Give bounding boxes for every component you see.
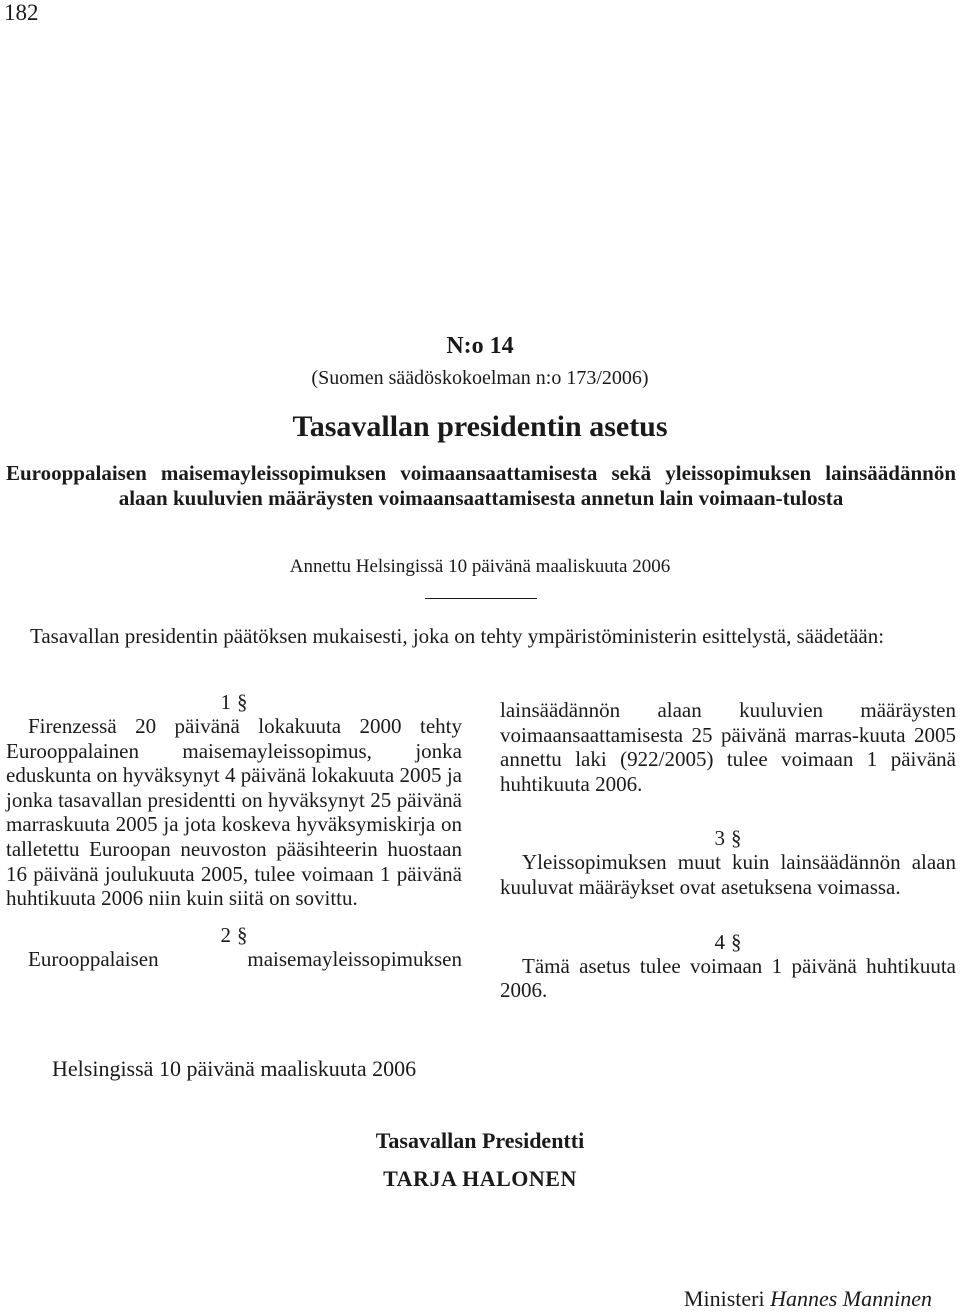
- statute-number: N:o 14: [446, 333, 514, 359]
- section-heading-1: [6, 690, 462, 714]
- section-number: 3: [714, 826, 725, 851]
- section-number: 2: [220, 922, 231, 947]
- decree-subtitle: Eurooppalaisen maisemayleissopimuksen voimaansaattamisesta sekä yleissopimuksen lainsäädännön alaan kuuluvien määräysten voimaansaattamisesta annetun lain voimaan-tulosta: [6, 461, 956, 510]
- section-2-text-start: Eurooppalaisen maisemayleissopimuksen: [28, 946, 462, 971]
- minister-name: Hannes Manninen: [770, 1286, 932, 1311]
- president-name: TARJA HALONEN: [383, 1166, 577, 1191]
- section-sign: §: [731, 826, 742, 851]
- section-heading-4: [500, 930, 956, 954]
- section-sign: §: [237, 690, 248, 714]
- statute-source-reference: (Suomen säädöskokoelman n:o 173/2006): [311, 367, 649, 389]
- minister-signature: [684, 1286, 932, 1312]
- section-4-text: Tämä asetus tulee voimaan 1 päivänä huhtikuuta 2006.: [500, 953, 956, 1003]
- section-sign: §: [731, 929, 742, 954]
- minister-label: Ministeri: [683, 1286, 765, 1311]
- page-number: 182: [4, 0, 39, 25]
- section-number: 4: [714, 929, 725, 954]
- section-heading-2: [6, 923, 462, 947]
- right-column: [500, 698, 956, 1003]
- preamble: Tasavallan presidentin päätöksen mukaisesti, joka on tehty ympäristöministerin esittelystä, säädetään:: [30, 624, 885, 648]
- section-1-text: Firenzessä 20 päivänä lokakuuta 2000 tehty Eurooppalainen maisemayleissopimus, jonka eduskunta on hyväksynyt 4 päivänä lokakuuta 2005 ja jonka tasavallan presidentti on hyväksynyt 25 päivänä marraskuuta 2005 ja jota koskeva hyväksymiskirja on talletettu Euroopan neuvoston pääsihteerin huostaan 16 päivänä joulukuuta 2005, tulee voimaan 1 päivänä huhtikuuta 2006 niin kuin siitä on sovittu.: [6, 714, 462, 911]
- section-3-text: Yleissopimuksen muut kuin lainsäädännön alaan kuuluvat määräykset ovat asetuksena voimassa.: [500, 850, 956, 899]
- left-column: [6, 690, 462, 971]
- section-heading-3: [500, 826, 956, 850]
- president-title: Tasavallan Presidentti: [375, 1128, 585, 1153]
- decree-title: Tasavallan presidentin asetus: [292, 410, 668, 443]
- section-2-text-continued: lainsäädännön alaan kuuluvien määräysten voimaansaattamisesta 25 päivänä marras-kuuta 2005 annettu laki (922/2005) tulee voimaan 1 päivänä huhtikuuta 2006.: [500, 698, 956, 796]
- section-number: 1: [220, 690, 231, 714]
- divider-rule: [425, 598, 537, 599]
- signature-place-date: Helsingissä 10 päivänä maaliskuuta 2006: [52, 1056, 417, 1081]
- given-date-line: Annettu Helsingissä 10 päivänä maaliskuuta 2006: [289, 556, 671, 577]
- section-sign: §: [237, 922, 248, 947]
